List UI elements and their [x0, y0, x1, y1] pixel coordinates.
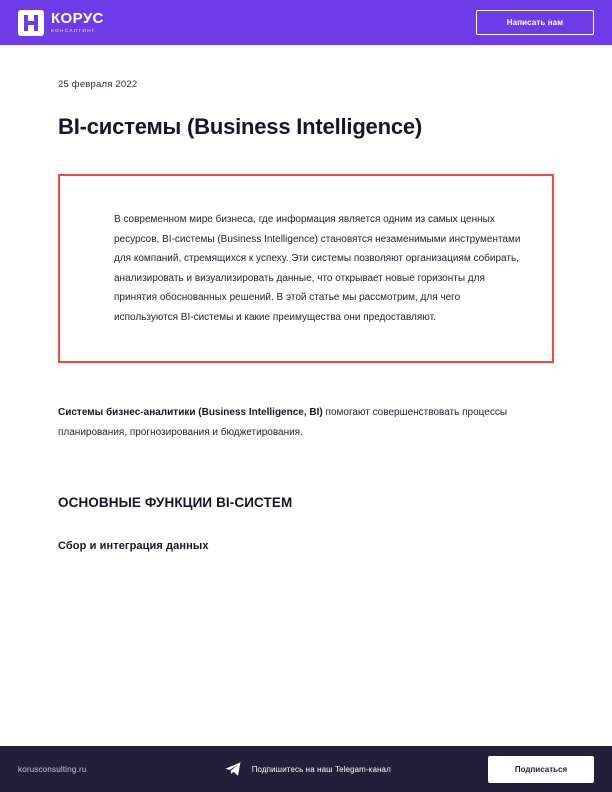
korus-k-logo-icon [18, 10, 44, 36]
brand-logo-text [51, 11, 104, 34]
lead-paragraph [58, 403, 554, 443]
subscribe-button[interactable]: Подписаться [488, 756, 594, 783]
brand-tagline: КОНСАЛТИНГ [51, 28, 96, 34]
telegram-icon [224, 760, 242, 778]
section-heading: ОСНОВНЫЕ ФУНКЦИИ BI-СИСТЕМ [58, 495, 293, 510]
contact-us-button[interactable]: Написать нам [476, 10, 594, 35]
telegram-promo [224, 760, 391, 778]
lead-paragraph-bold: Системы бизнес-аналитики (Business Intelligence, BI) [58, 407, 323, 418]
publish-date: 25 февраля 2022 [58, 79, 138, 90]
sub-heading: Сбор и интеграция данных [58, 540, 209, 552]
site-header [0, 0, 612, 45]
page-title: BI-системы (Business Intelligence) [58, 114, 423, 139]
subscribe-text: Подпишитесь на наш Telegam-канал [251, 764, 391, 774]
intro-callout-box [58, 174, 554, 363]
footer-site-url[interactable]: korusconsulting.ru [18, 764, 87, 774]
lead-paragraph-rest: помогают совершенствовать процессы планирования, прогнозирования и бюджетирования. [58, 407, 508, 438]
brand-logo[interactable] [18, 10, 104, 36]
article-content [0, 45, 612, 746]
site-footer [0, 746, 612, 792]
brand-name: КОРУС [51, 10, 104, 28]
intro-callout-text: В современном мире бизнеса, где информация является одним из самых ценных ресурсов, BI-системы (Business Intelligence) становятся незаменимыми инструментами для компаний, стремящихся к успеху. Эти системы позволяют организациям собирать, анализировать и визуализировать данные, что открывает новые горизонты для принятия обоснованных решений. В этой статье мы рассмотрим, для чего используются BI-системы и какие преимущества они предоставляют. [114, 214, 521, 323]
